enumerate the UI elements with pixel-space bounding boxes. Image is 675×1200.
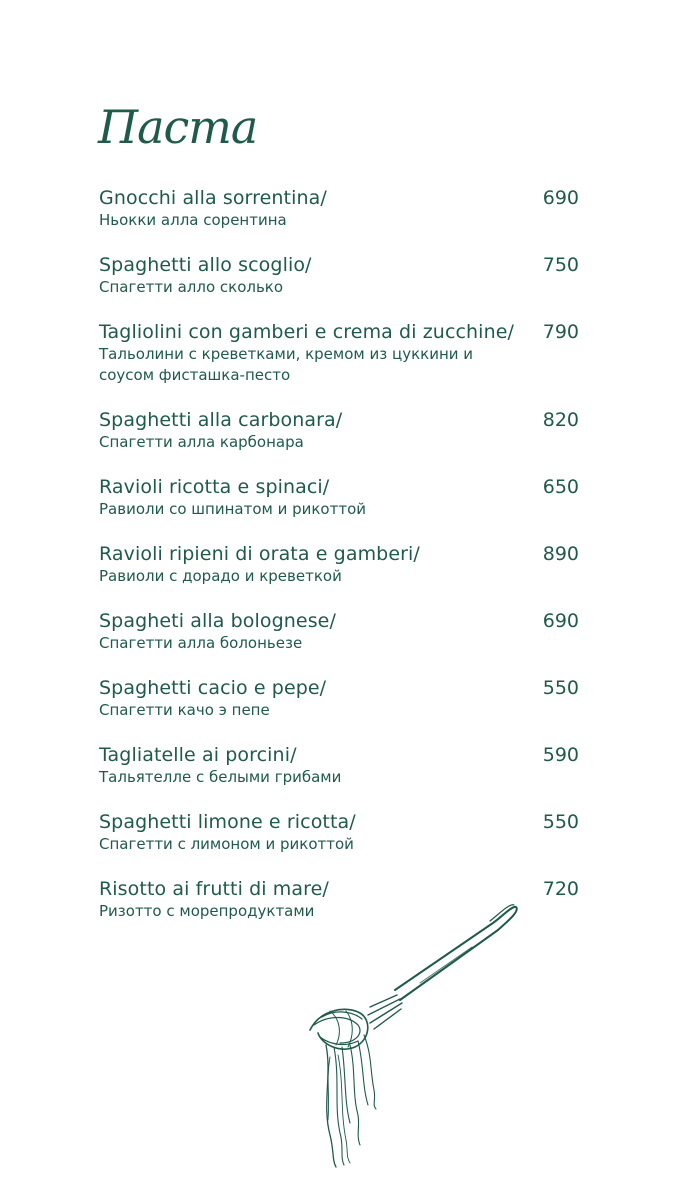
menu-item <box>99 810 579 855</box>
menu-item <box>99 542 579 587</box>
menu-item <box>99 609 579 654</box>
dish-name-russian: Равиоли с дорадо и креветкой <box>99 567 342 585</box>
dish-name-italian: Spagheti alla bolognese/ <box>99 610 336 632</box>
dish-name-italian: Spaghetti limone e ricotta/ <box>99 811 356 833</box>
dish-name-russian: Спагетти с лимоном и рикоттой <box>99 835 354 853</box>
dish-name-italian: Spaghetti allo scoglio/ <box>99 254 312 276</box>
dish-price: 550 <box>542 811 579 833</box>
dish-name-italian: Risotto ai frutti di mare/ <box>99 878 329 900</box>
fork-with-spaghetti-icon <box>300 895 525 1170</box>
dish-name-italian: Spaghetti alla carbonara/ <box>99 409 343 431</box>
dish-price: 720 <box>542 878 579 900</box>
dish-price: 690 <box>542 610 579 632</box>
menu-item <box>99 743 579 788</box>
menu-item <box>99 320 579 386</box>
menu-item <box>99 408 579 453</box>
dish-name-russian: Спагетти алло сколько <box>99 278 284 296</box>
dish-price: 820 <box>542 409 579 431</box>
dish-name-russian: Спагетти алла карбонара <box>99 433 304 451</box>
dish-name-italian: Ravioli ripieni di orata e gamberi/ <box>99 543 420 565</box>
dish-name-russian: Тальолини с креветками, кремом из цуккини и соусом фисташка-песто <box>99 345 474 384</box>
dish-name-italian: Tagliatelle ai porcini/ <box>99 744 297 766</box>
page-title: Паста <box>98 100 258 154</box>
dish-name-russian: Спагетти алла болоньезе <box>99 634 303 652</box>
menu-item <box>99 676 579 721</box>
menu-item <box>99 186 579 231</box>
dish-name-italian: Tagliolini con gamberi e crema di zucchine/ <box>99 321 514 343</box>
dish-name-russian: Ньокки алла сорентина <box>99 211 287 229</box>
dish-name-russian: Тальятелле с белыми грибами <box>99 768 342 786</box>
dish-name-italian: Ravioli ricotta e spinaci/ <box>99 476 330 498</box>
dish-price: 550 <box>542 677 579 699</box>
dish-price: 690 <box>542 187 579 209</box>
menu-item <box>99 253 579 298</box>
menu-item <box>99 475 579 520</box>
dish-price: 750 <box>542 254 579 276</box>
dish-price: 790 <box>542 321 579 343</box>
dish-price: 890 <box>542 543 579 565</box>
dish-name-russian: Равиоли со шпинатом и рикоттой <box>99 500 367 518</box>
dish-price: 590 <box>542 744 579 766</box>
dish-name-italian: Spaghetti cacio e pepe/ <box>99 677 327 699</box>
dish-name-russian: Ризотто с морепродуктами <box>99 902 315 920</box>
menu-list <box>99 186 579 944</box>
dish-name-italian: Gnocchi alla sorrentina/ <box>99 187 327 209</box>
dish-name-russian: Спагетти качо э пепе <box>99 701 270 719</box>
dish-price: 650 <box>542 476 579 498</box>
